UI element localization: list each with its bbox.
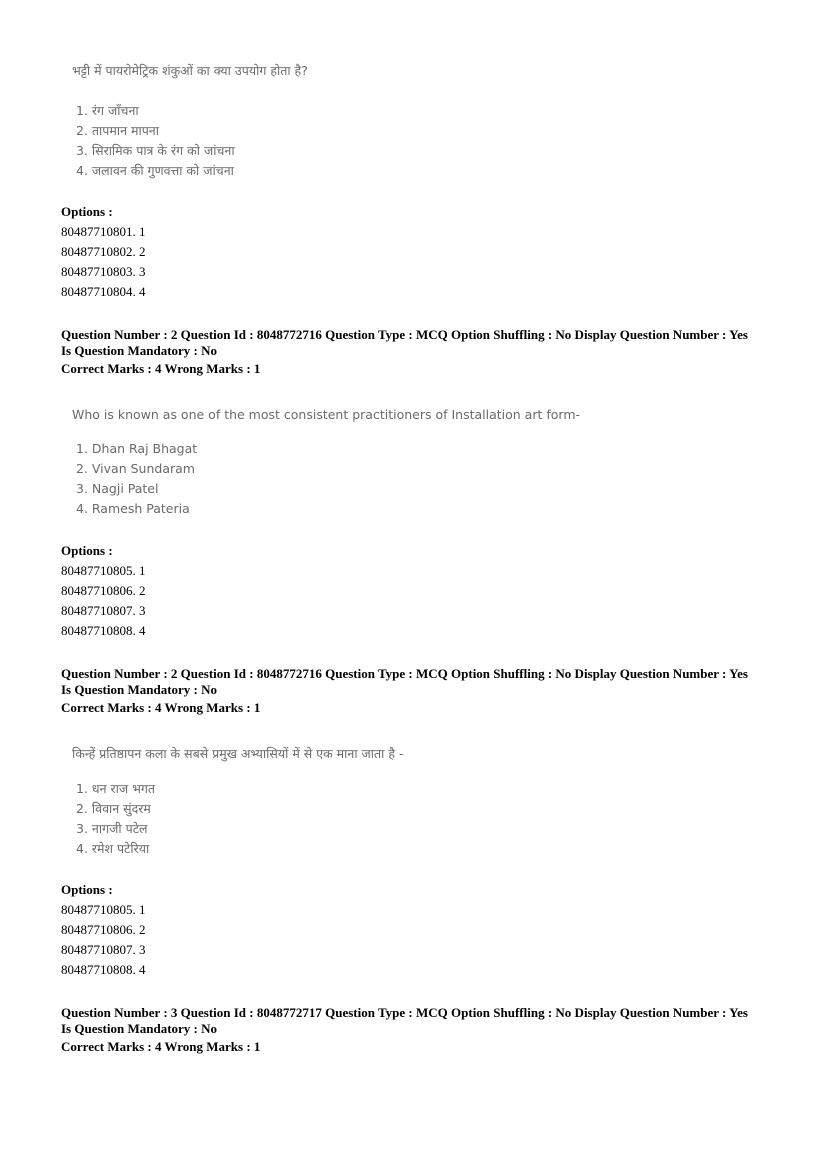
option-id: 80487710808. 4 <box>61 623 146 638</box>
question-option: 1. Dhan Raj Bhagat <box>76 441 198 456</box>
question-option: 2. विवान सुंदरम <box>76 801 151 816</box>
question-meta-line: Question Number : 2 Question Id : 8048772716 Question Type : MCQ Option Shuffling : No Display Question Number : Yes <box>61 327 748 342</box>
option-id: 80487710807. 3 <box>61 603 146 618</box>
question-option: 4. जलावन की गुणवत्ता को जांचना <box>76 163 234 178</box>
option-id: 80487710804. 4 <box>61 284 146 299</box>
options-label: Options : <box>61 204 113 219</box>
question-image-3 <box>72 745 492 865</box>
question-option: 3. नागजी पटेल <box>76 821 148 836</box>
option-id: 80487710803. 3 <box>61 264 146 279</box>
option-id: 80487710805. 1 <box>61 902 146 917</box>
question-image-1 <box>72 62 452 186</box>
question-stem: किन्हें प्रतिष्ठापन कला के सबसे प्रमुख अभ्यासियों में से एक माना जाता है - <box>72 746 404 761</box>
options-label: Options : <box>61 882 113 897</box>
question-image-2 <box>72 407 581 525</box>
question-marks: Correct Marks : 4 Wrong Marks : 1 <box>61 361 261 376</box>
question-mandatory: Is Question Mandatory : No <box>61 682 218 697</box>
question-option: 2. तापमान मापना <box>76 123 159 138</box>
question-option: 3. Nagji Patel <box>76 481 159 496</box>
option-id: 80487710807. 3 <box>61 942 146 957</box>
question-marks: Correct Marks : 4 Wrong Marks : 1 <box>61 1039 261 1054</box>
question-stem: भट्टी में पायरोमेट्रिक शंकुओं का क्या उपयोग होता है? <box>72 63 308 78</box>
option-id: 80487710805. 1 <box>61 563 146 578</box>
question-meta-line: Question Number : 2 Question Id : 8048772716 Question Type : MCQ Option Shuffling : No Display Question Number : Yes <box>61 666 748 681</box>
option-id: 80487710802. 2 <box>61 244 146 259</box>
option-id: 80487710806. 2 <box>61 922 146 937</box>
question-marks: Correct Marks : 4 Wrong Marks : 1 <box>61 700 261 715</box>
question-meta-line: Question Number : 3 Question Id : 8048772717 Question Type : MCQ Option Shuffling : No Display Question Number : Yes <box>61 1005 748 1020</box>
question-mandatory: Is Question Mandatory : No <box>61 343 218 358</box>
question-option: 4. Ramesh Pateria <box>76 501 190 516</box>
question-option: 3. सिरामिक पात्र के रंग को जांचना <box>76 143 235 158</box>
question-option: 1. धन राज भगत <box>76 781 156 796</box>
question-option: 1. रंग जाँचना <box>76 103 139 118</box>
option-id: 80487710806. 2 <box>61 583 146 598</box>
question-stem: Who is known as one of the most consistent practitioners of Installation art form- <box>72 407 581 422</box>
question-mandatory: Is Question Mandatory : No <box>61 1021 218 1036</box>
question-option: 2. Vivan Sundaram <box>76 461 195 476</box>
option-id: 80487710808. 4 <box>61 962 146 977</box>
option-id: 80487710801. 1 <box>61 224 146 239</box>
options-label: Options : <box>61 543 113 558</box>
question-option: 4. रमेश पटेरिया <box>76 841 150 856</box>
